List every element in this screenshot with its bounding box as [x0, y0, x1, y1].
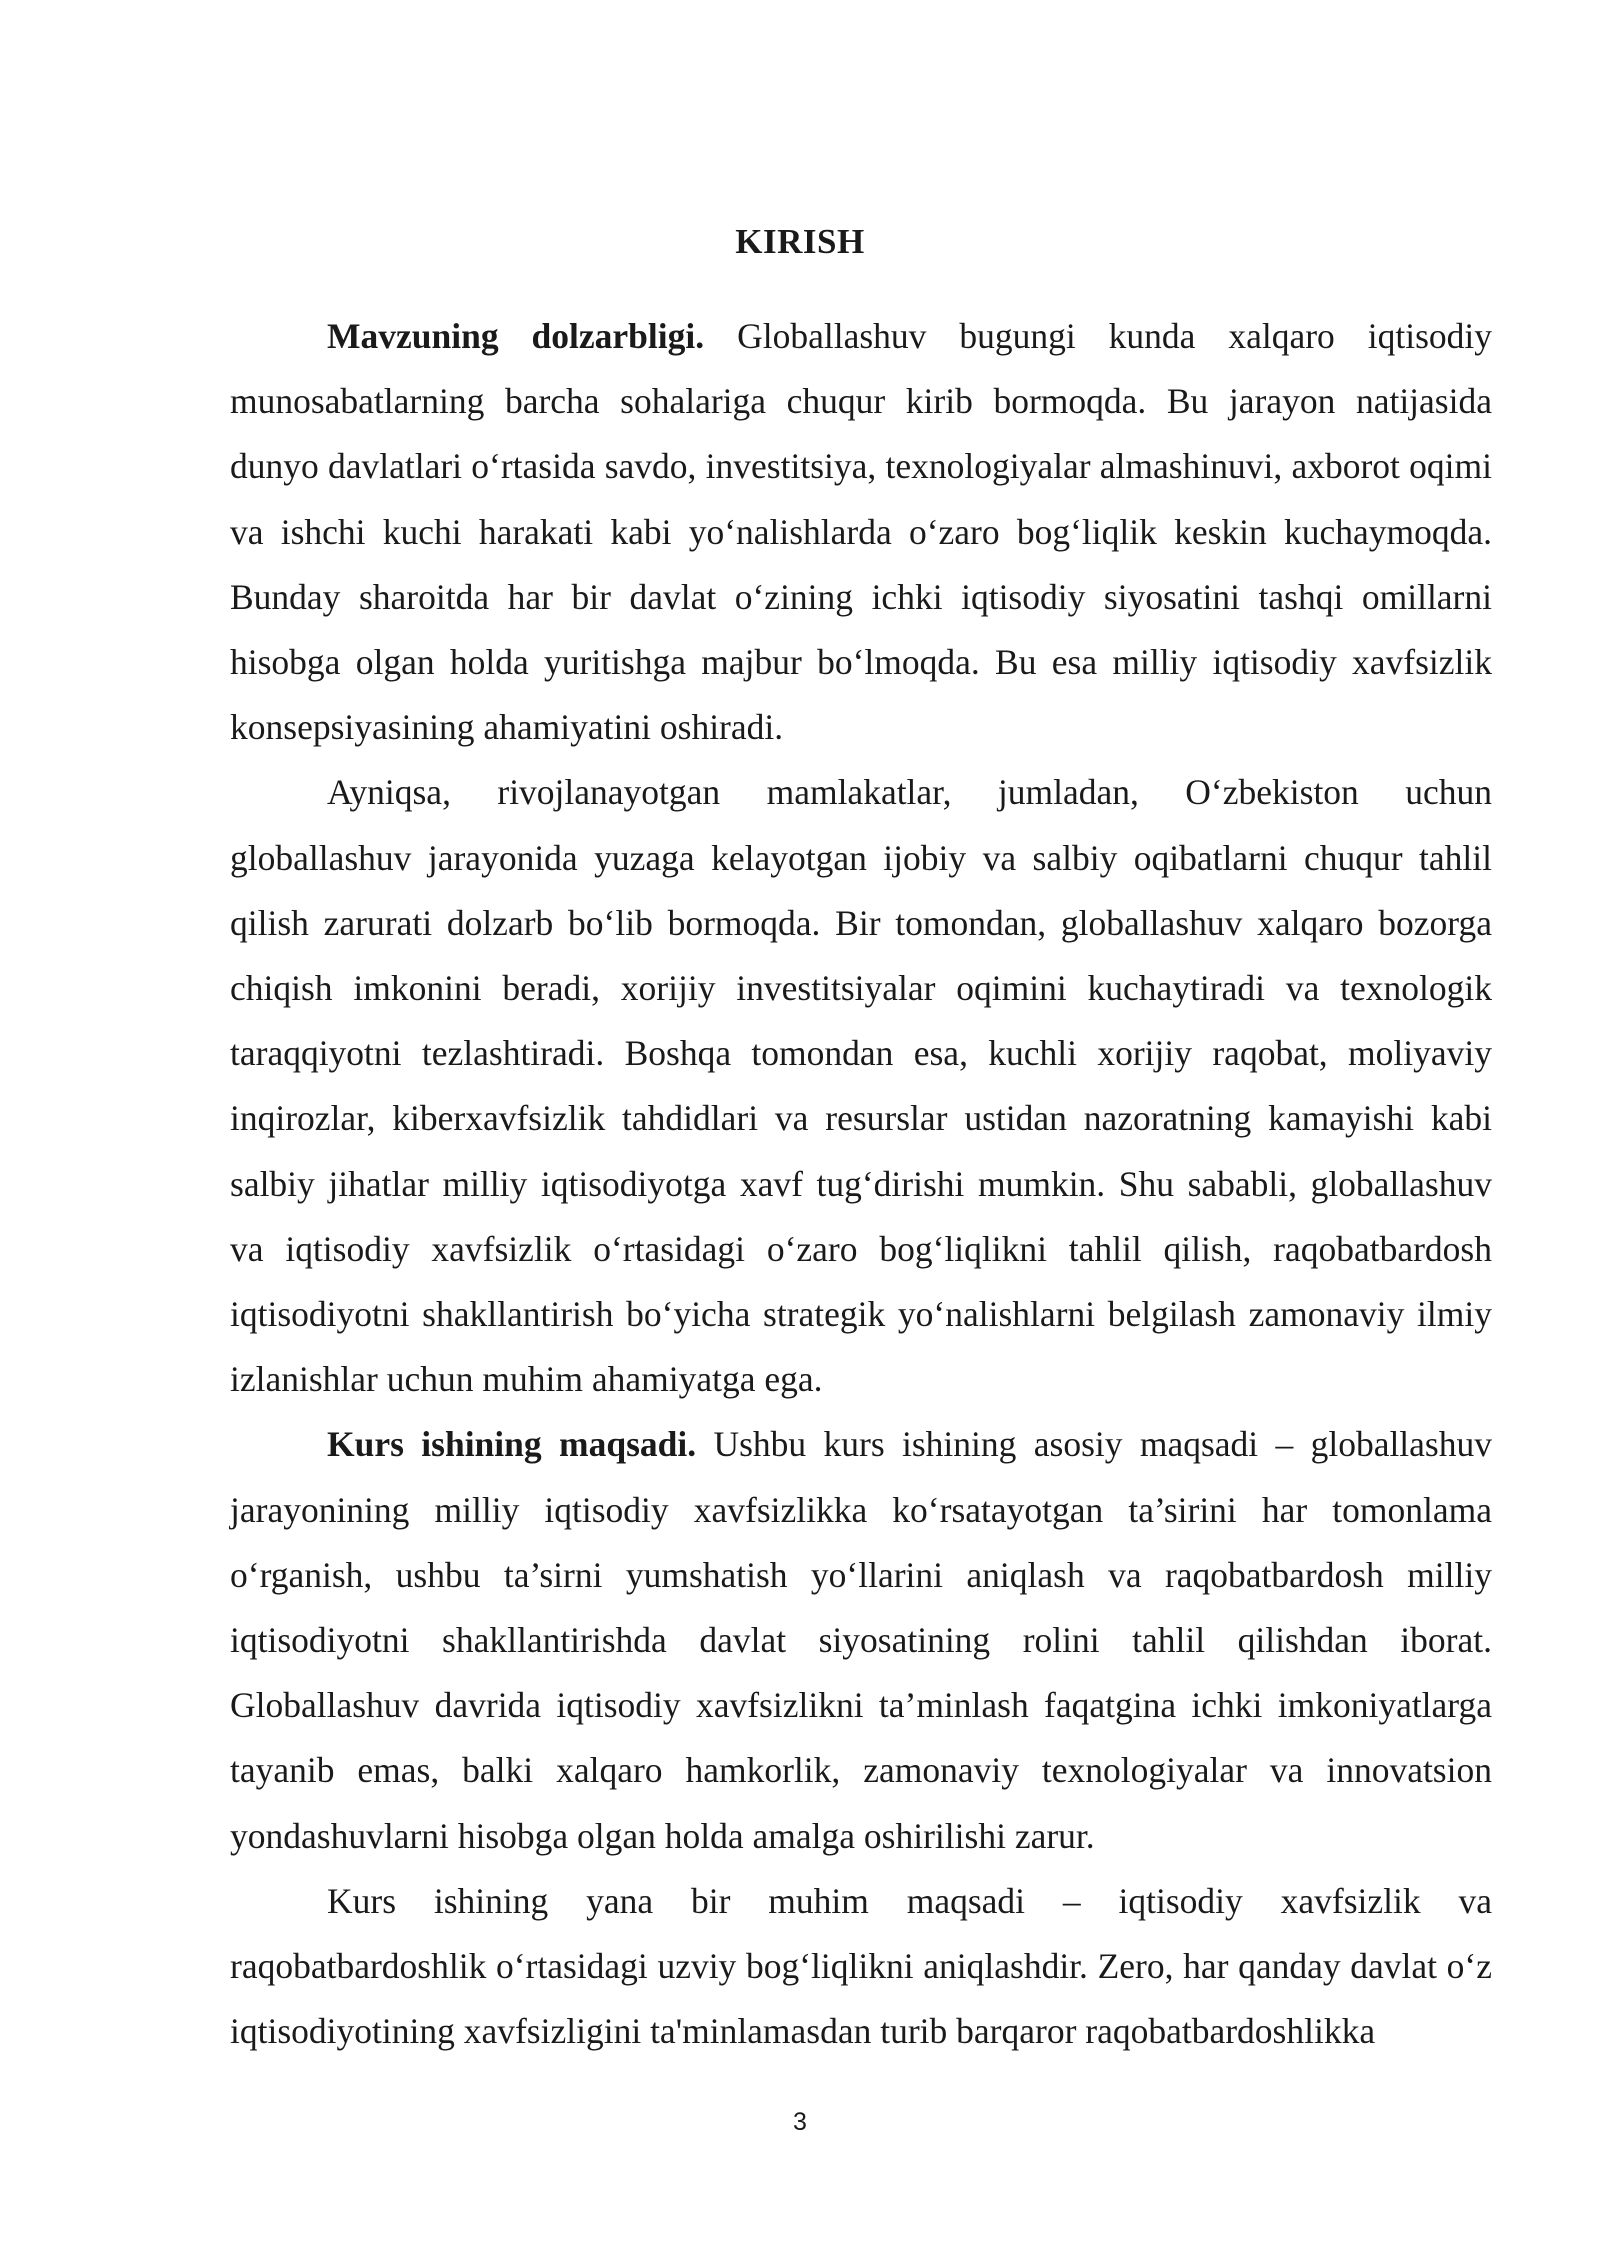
paragraph-context: [230, 760, 1492, 1412]
body-text: [230, 304, 1492, 2064]
paragraph-text: Globallashuv bugungi kunda xalqaro iqtisodiy munosabatlarning barcha sohalariga chuqur kirib bormoqda. Bu jarayon natijasida dunyo davlatlari oʻrtasida savdo, investitsiya, texnologiyalar almashinuvi, axborot oqimi va ishchi kuchi harakati kabi yoʻnalishlarda oʻzaro bogʻliqlik keskin kuchaymoqda. Bunday sharoitda har bir davlat oʻzining ichki iqtisodiy siyosatini tashqi omillarni hisobga olgan holda yuritishga majbur boʻlmoqda. Bu esa milliy iqtisodiy xavfsizlik konsepsiyasining ahamiyatini oshiradi.: [230, 316, 1493, 748]
paragraph-text: Ayniqsa, rivojlanayotgan mamlakatlar, jumladan, Oʻzbekiston uchun globallashuv jarayonida yuzaga kelayotgan ijobiy va salbiy oqibatlarni chuqur tahlil qilish zarurati dolzarb boʻlib bormoqda. Bir tomondan, globallashuv xalqaro bozorga chiqish imkonini beradi, xorijiy investitsiyalar oqimini kuchaytiradi va texnologik taraqqiyotni tezlashtiradi. Boshqa tomondan esa, kuchli xorijiy raqobat, moliyaviy inqirozlar, kiberxavfsizlik tahdidlari va resurslar ustidan nazoratning kamayishi kabi salbiy jihatlar milliy iqtisodiyotga xavf tugʻdirishi mumkin. Shu sababli, globallashuv va iqtisodiy xavfsizlik oʻrtasidagi oʻzaro bogʻliqlikni tahlil qilish, raqobatbardosh iqtisodiyotni shakllantirish boʻyicha strategik yoʻnalishlarni belgilash zamonaviy ilmiy izlanishlar uchun muhim ahamiyatga ega.: [230, 772, 1492, 1400]
paragraph-lead: Mavzuning dolzarbligi.: [327, 316, 705, 356]
section-title: KIRISH: [735, 222, 865, 261]
paragraph-relevance: [230, 304, 1492, 760]
page-number: 3: [793, 2108, 807, 2136]
paragraph-goal-continued: [230, 1869, 1492, 2065]
paragraph-text: Kurs ishining yana bir muhim maqsadi – iqtisodiy xavfsizlik va raqobatbardoshlik oʻrtasidagi uzviy bogʻliqlikni aniqlashdir. Zero, har qanday davlat oʻz iqtisodiyotining xavfsizligini ta'minlamasdan turib barqaror raqobatbardoshlikka: [230, 1880, 1492, 2052]
paragraph-text: Ushbu kurs ishining asosiy maqsadi – globallashuv jarayonining milliy iqtisodiy xavfsizlikka koʻrsatayotgan ta’sirini har tomonlama oʻrganish, ushbu ta’sirni yumshatish yoʻllarini aniqlash va raqobatbardosh milliy iqtisodiyotni shakllantirishda davlat siyosatining rolini tahlil qilishdan iborat. Globallashuv davrida iqtisodiy xavfsizlikni ta’minlash faqatgina ichki imkoniyatlarga tayanib emas, balki xalqaro hamkorlik, zamonaviy texnologiyalar va innovatsion yondashuvlarni hisobga olgan holda amalga oshirilishi zarur.: [230, 1424, 1492, 1856]
paragraph-lead: Kurs ishining maqsadi.: [327, 1424, 697, 1465]
paragraph-goal: [230, 1412, 1492, 1868]
